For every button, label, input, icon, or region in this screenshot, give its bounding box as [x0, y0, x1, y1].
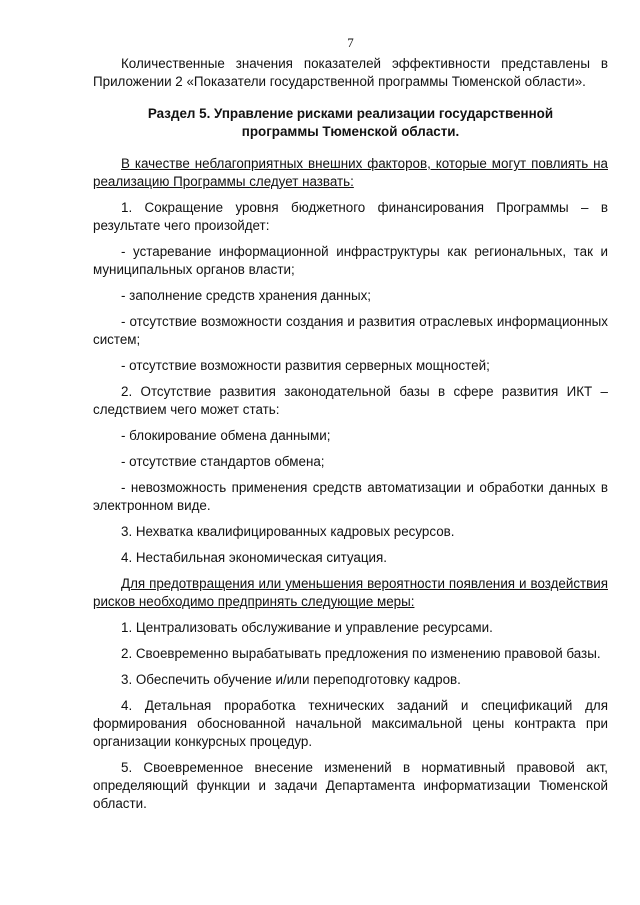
factor-item: - невозможность применения средств автоматизации и обработки данных в электронном виде. — [93, 480, 608, 513]
measure-item: 4. Детальная проработка технических заданий и спецификаций для формирования обоснованной начальной максимальной цены контракта при организации конкурсных процедур. — [93, 698, 608, 749]
factor-item: - заполнение средств хранения данных; — [121, 288, 372, 303]
section-title-line-2: программы Тюменской области. — [241, 124, 460, 139]
page-number: 7 — [347, 35, 354, 50]
measure-item: 5. Своевременное внесение изменений в нормативный правовой акт, определяющий функции и задачи Департамента информатизации Тюменской области. — [93, 760, 608, 811]
section-title — [93, 105, 608, 141]
factor-item: 3. Нехватка квалифицированных кадровых ресурсов. — [121, 524, 455, 539]
factor-item: - отсутствие возможности развития серверных мощностей; — [121, 358, 490, 373]
section-title-line-1: Раздел 5. Управление рисками реализации государственной — [147, 106, 554, 121]
intro-paragraph: Количественные значения показателей эффективности представлены в Приложении 2 «Показатели государственной программы Тюменской области». — [93, 56, 608, 89]
measure-item: 1. Централизовать обслуживание и управление ресурсами. — [121, 620, 493, 635]
factor-item: - блокирование обмена данными; — [121, 428, 331, 443]
factor-item: - устаревание информационной инфраструктуры как региональных, так и муниципальных органов власти; — [93, 244, 608, 277]
measure-item: 2. Своевременно вырабатывать предложения по изменению правовой базы. — [121, 646, 601, 661]
measures-heading: Для предотвращения или уменьшения вероятности появления и воздействия рисков необходимо предпринять следующие меры: — [93, 576, 608, 609]
measure-item: 3. Обеспечить обучение и/или переподготовку кадров. — [121, 672, 461, 687]
factor-item: 2. Отсутствие развития законодательной базы в сфере развития ИКТ – следствием чего может стать: — [93, 384, 608, 417]
factor-item: 1. Сокращение уровня бюджетного финансирования Программы – в результате чего произойдет: — [93, 200, 608, 233]
factor-item: - отсутствие стандартов обмена; — [121, 454, 325, 469]
external-factors-heading: В качестве неблагоприятных внешних факторов, которые могут повлиять на реализацию Программы следует назвать: — [93, 156, 608, 189]
factor-item: - отсутствие возможности создания и развития отраслевых информационных систем; — [93, 314, 608, 347]
factor-item: 4. Нестабильная экономическая ситуация. — [121, 550, 387, 565]
